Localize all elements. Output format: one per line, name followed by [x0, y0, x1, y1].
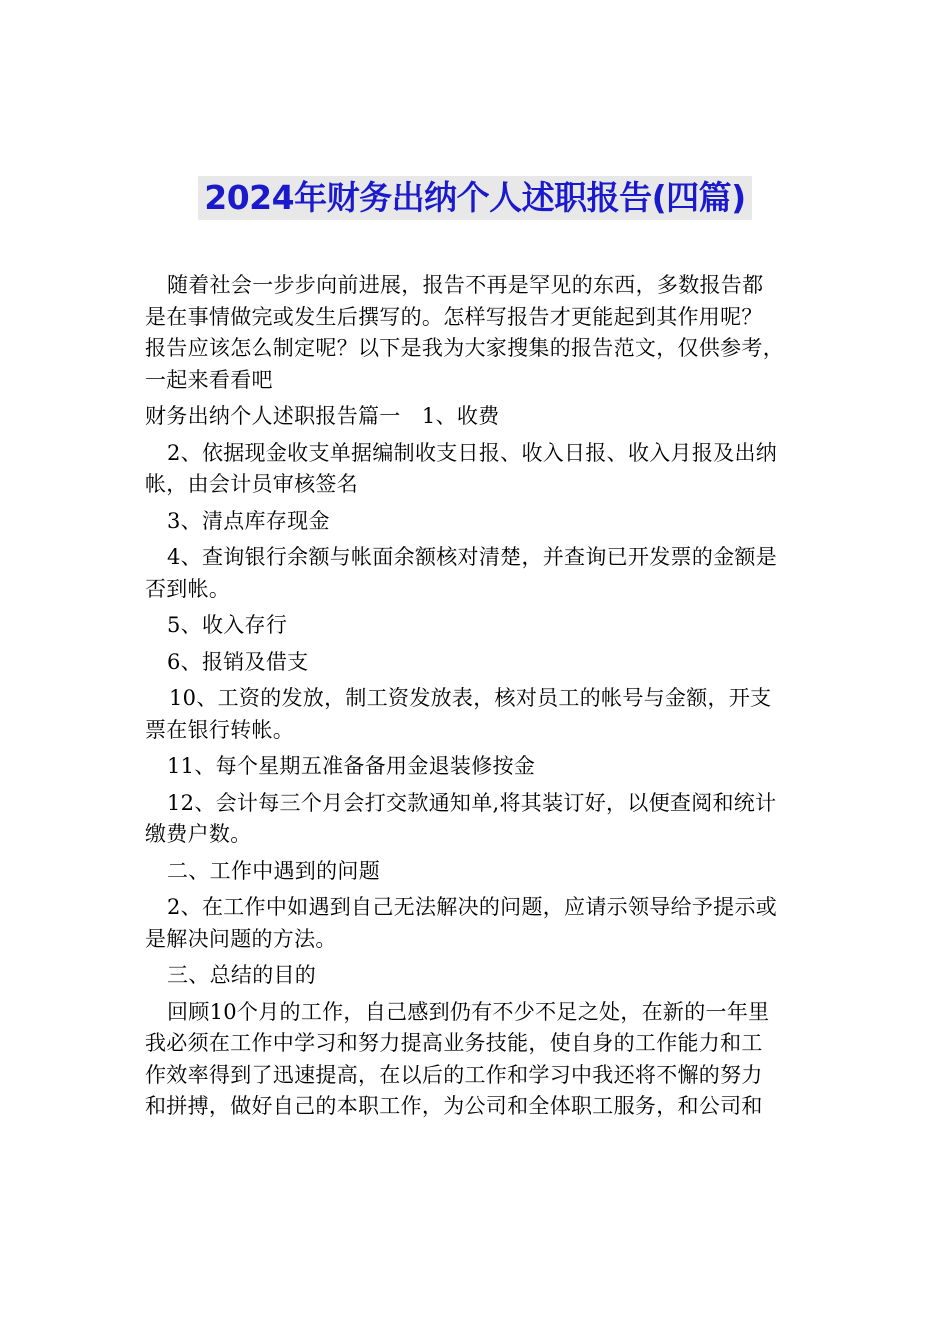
- paragraph-line: 否到帐。: [145, 576, 231, 601]
- paragraph-line: 随着社会一步步向前进展，报告不再是罕见的东西，多数报告都: [167, 273, 764, 297]
- paragraph-line: 是解决问题的方法。: [145, 926, 337, 951]
- paragraph-line: 缴费户数。: [145, 822, 252, 846]
- document-title: 2024年财务出纳个人述职报告(四篇): [198, 176, 752, 220]
- paragraph-line: 报告应该怎么制定呢？以下是我为大家搜集的报告范文，仅供参考，: [145, 336, 784, 360]
- paragraph-line: 是在事情做完或发生后撰写的。怎样写报告才更能起到其作用呢？: [145, 304, 763, 329]
- paragraph-line: 2、依据现金收支单据编制收支日报、收入日报、收入月报及出纳: [167, 440, 778, 465]
- paragraph-line: 票在银行转帐。: [145, 717, 295, 742]
- paragraph-line: 11、每个星期五准备备用金退装修按金: [167, 754, 536, 778]
- paragraph-line: 我必须在工作中学习和努力提高业务技能，使自身的工作能力和工: [145, 1031, 763, 1055]
- paragraph-line: 3、清点库存现金: [167, 508, 330, 533]
- document-body: [145, 270, 825, 1123]
- paragraph-line: 一起来看看吧: [145, 367, 273, 392]
- paragraph-line: 二、工作中遇到的问题: [167, 858, 380, 883]
- paragraph-line: 6、报销及借支: [167, 649, 309, 674]
- title-area: [0, 176, 950, 220]
- paragraph-line: 10、工资的发放，制工资发放表，核对员工的帐号与金额，开支: [169, 686, 772, 710]
- paragraph-line: 作效率得到了迅速提高，在以后的工作和学习中我还将不懈的努力: [145, 1062, 763, 1087]
- paragraph-line: 三、总结的目的: [167, 963, 317, 987]
- paragraph-line: 回顾10个月的工作，自己感到仍有不少不足之处，在新的一年里: [167, 999, 770, 1024]
- paragraph-line: 帐，由会计员审核签名: [145, 472, 358, 496]
- paragraph-line: 财务出纳个人述职报告篇一 1、收费: [145, 404, 500, 428]
- paragraph-line: 2、在工作中如遇到自己无法解决的问题，应请示领导给予提示或: [167, 895, 778, 919]
- paragraph-line: 4、查询银行余额与帐面余额核对清楚，并查询已开发票的金额是: [167, 545, 778, 569]
- paragraph-line: 5、收入存行: [167, 613, 288, 637]
- paragraph-line: 12、会计每三个月会打交款通知单,将其装订好，以便查阅和统计: [167, 790, 777, 815]
- paragraph-line: 和拼搏，做好自己的本职工作，为公司和全体职工服务，和公司和: [145, 1094, 763, 1118]
